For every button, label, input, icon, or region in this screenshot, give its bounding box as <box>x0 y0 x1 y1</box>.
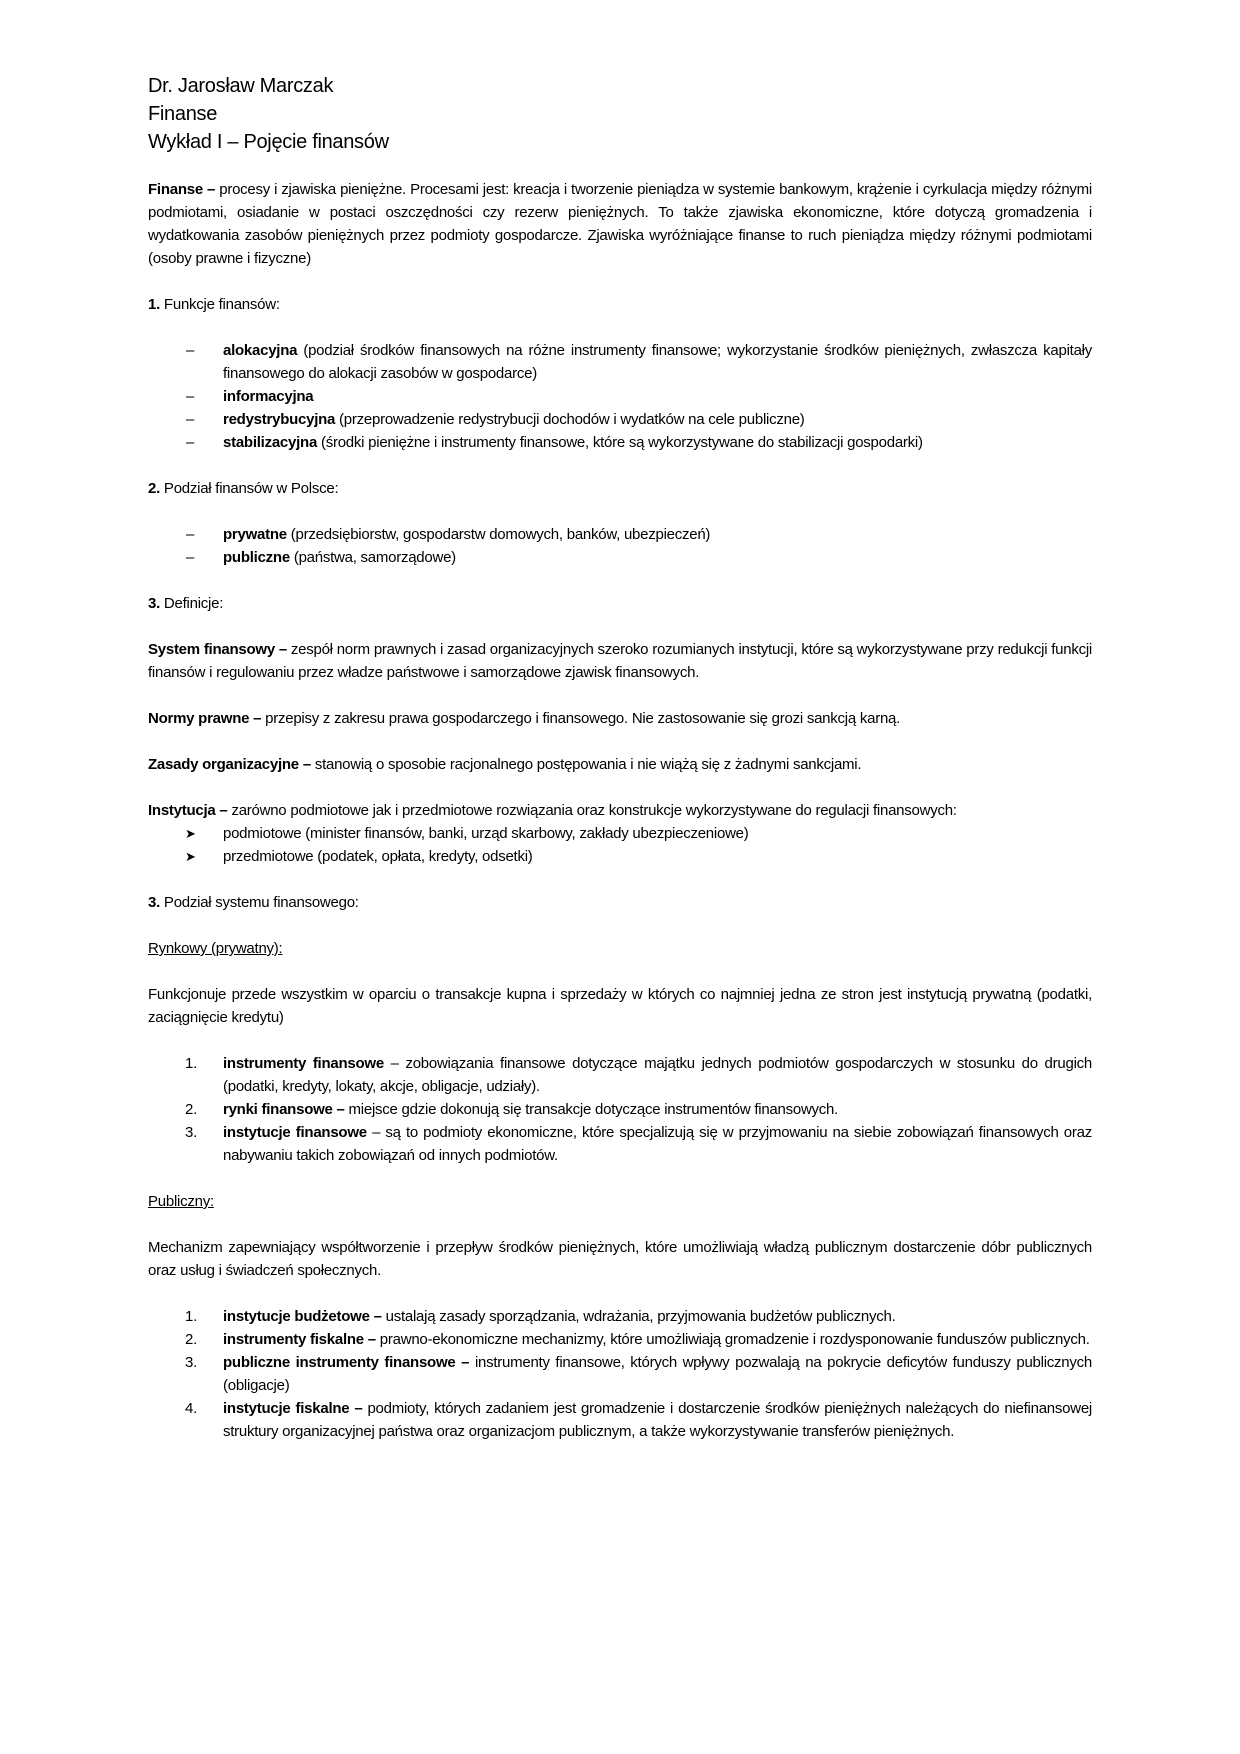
list-item: 1. instrumenty finansowe – zobowiązania finansowe dotyczące majątku jednych podmiotów gospodarczych w stosunku do drugich (podatki, kredyty, lokaty, akcje, obligacje, udziały). <box>185 1055 1093 1095</box>
functions-list <box>148 339 1092 454</box>
list-item: 1. instytucje budżetowe – ustalają zasady sporządzania, wdrażania, przyjmowania budżetów publicznych. <box>185 1308 896 1325</box>
subheading: Rynkowy (prywatny): <box>148 940 283 957</box>
institution-list <box>148 822 1092 868</box>
list-item: 3. instytucje finansowe – są to podmioty ekonomiczne, które specjalizują się w przyjmowaniu na siebie zobowiązań finansowych oraz nabywaniu takich zobowiązań od innych podmiotów. <box>185 1124 1092 1164</box>
section-heading: 1. Funkcje finansów: <box>148 296 280 313</box>
definition-paragraph: Zasady organizacyjne – stanowią o sposobie racjonalnego postępowania i nie wiążą się z żadnymi sankcjami. <box>148 756 862 773</box>
list-item: ➤ podmiotowe (minister finansów, banki, urząd skarbowy, zakłady ubezpieczeniowe) <box>148 822 1092 845</box>
section-heading: 3. Definicje: <box>148 595 224 612</box>
document-page <box>148 72 1092 1466</box>
lecture-title: Wykład I – Pojęcie finansów <box>148 131 389 153</box>
definition-paragraph: System finansowy – zespół norm prawnych i zasad organizacyjnych szeroko rozumianych instytucji, które są wykorzystywane przy redukcji funkcji finansów i regulowaniu przez władze państwowe i samorządowe zjawisk finansowych. <box>148 641 1092 681</box>
arrow-bullet-icon: ➤ <box>185 826 196 841</box>
list-item: – stabilizacyjna (środki pieniężne i instrumenty finansowe, które są wykorzystywane do stabilizacji gospodarki) <box>186 434 923 451</box>
list-item: 2. instrumenty fiskalne – prawno-ekonomiczne mechanizmy, które umożliwiają gromadzenie i rozdysponowanie funduszów publicznych. <box>185 1331 1090 1348</box>
list-item: – informacyjna <box>186 388 314 405</box>
list-item: 2. rynki finansowe – miejsce gdzie dokonują się transakcje dotyczące instrumentów finansowych. <box>185 1101 839 1118</box>
author: Dr. Jarosław Marczak <box>148 75 334 97</box>
list-item: 4. instytucje fiskalne – podmioty, których zadaniem jest gromadzenie i dostarczenie środków pieniężnych należących do niefinansowej struktury organizacyjnej państwa oraz organizacjom publicznym, a także wykorzystywanie transferów pieniężnych. <box>185 1400 1092 1440</box>
list-item: – prywatne (przedsiębiorstw, gospodarstw domowych, banków, ubezpieczeń) <box>186 526 711 543</box>
list-item: – alokacyjna (podział środków finansowych na różne instrumenty finansowe; wykorzystanie środków pieniężnych, zwłaszcza kapitały finansowego do alokacji zasobów w gospodarce) <box>186 342 1092 382</box>
document-header <box>148 72 1092 156</box>
subject: Finanse <box>148 103 218 125</box>
definition-paragraph: Normy prawne – przepisy z zakresu prawa gospodarczego i finansowego. Nie zastosowanie się grozi sankcją karną. <box>148 710 901 727</box>
paragraph: Funkcjonuje przede wszystkim w oparciu o transakcje kupna i sprzedaży w których co najmniej jedna ze stron jest instytucją prywatną (podatki, zaciągnięcie kredytu) <box>148 986 1092 1026</box>
definition-paragraph: Instytucja – zarówno podmiotowe jak i przedmiotowe rozwiązania oraz konstrukcje wykorzystywane do regulacji finansowych: <box>148 802 957 819</box>
section-heading: 3. Podział systemu finansowego: <box>148 894 359 911</box>
public-list <box>148 1305 1092 1443</box>
arrow-bullet-icon: ➤ <box>185 849 196 864</box>
intro-paragraph <box>148 178 1092 270</box>
list-item: – publiczne (państwa, samorządowe) <box>186 549 456 566</box>
list-item: ➤ przedmiotowe (podatek, opłata, kredyty, odsetki) <box>148 845 1092 868</box>
section-heading: 2. Podział finansów w Polsce: <box>148 480 339 497</box>
definition: procesy i zjawiska pieniężne. Procesami jest: kreacja i tworzenie pieniądza w systemie bankowym, krążenie i cyrkulacja między różnymi podmiotami, osiadanie w postaci oszczędności czy rezerw pieniężnych. To także zjawiska ekonomiczne, które dotyczą gromadzenia i wydatkowania zasobów pieniężnych przez podmioty gospodarcze. Zjawiska wyróżniające finanse to ruch pieniądza między różnymi podmiotami (osoby prawne i fizyczne) <box>148 181 1092 267</box>
list-item: 3. publiczne instrumenty finansowe – instrumenty finansowe, których wpływy pozwalają na pokrycie deficytów funduszy publicznych (obligacje) <box>185 1354 1092 1394</box>
division-list <box>148 523 1092 569</box>
paragraph: Mechanizm zapewniający współtworzenie i przepływ środków pieniężnych, które umożliwiają władzą publicznym dostarczenie dóbr publicznych oraz usług i świadczeń społecznych. <box>148 1239 1092 1279</box>
subheading: Publiczny: <box>148 1193 214 1210</box>
market-list <box>148 1052 1092 1167</box>
term: Finanse – <box>148 181 216 198</box>
list-item: – redystrybucyjna (przeprowadzenie redystrybucji dochodów i wydatków na cele publiczne) <box>186 411 805 428</box>
